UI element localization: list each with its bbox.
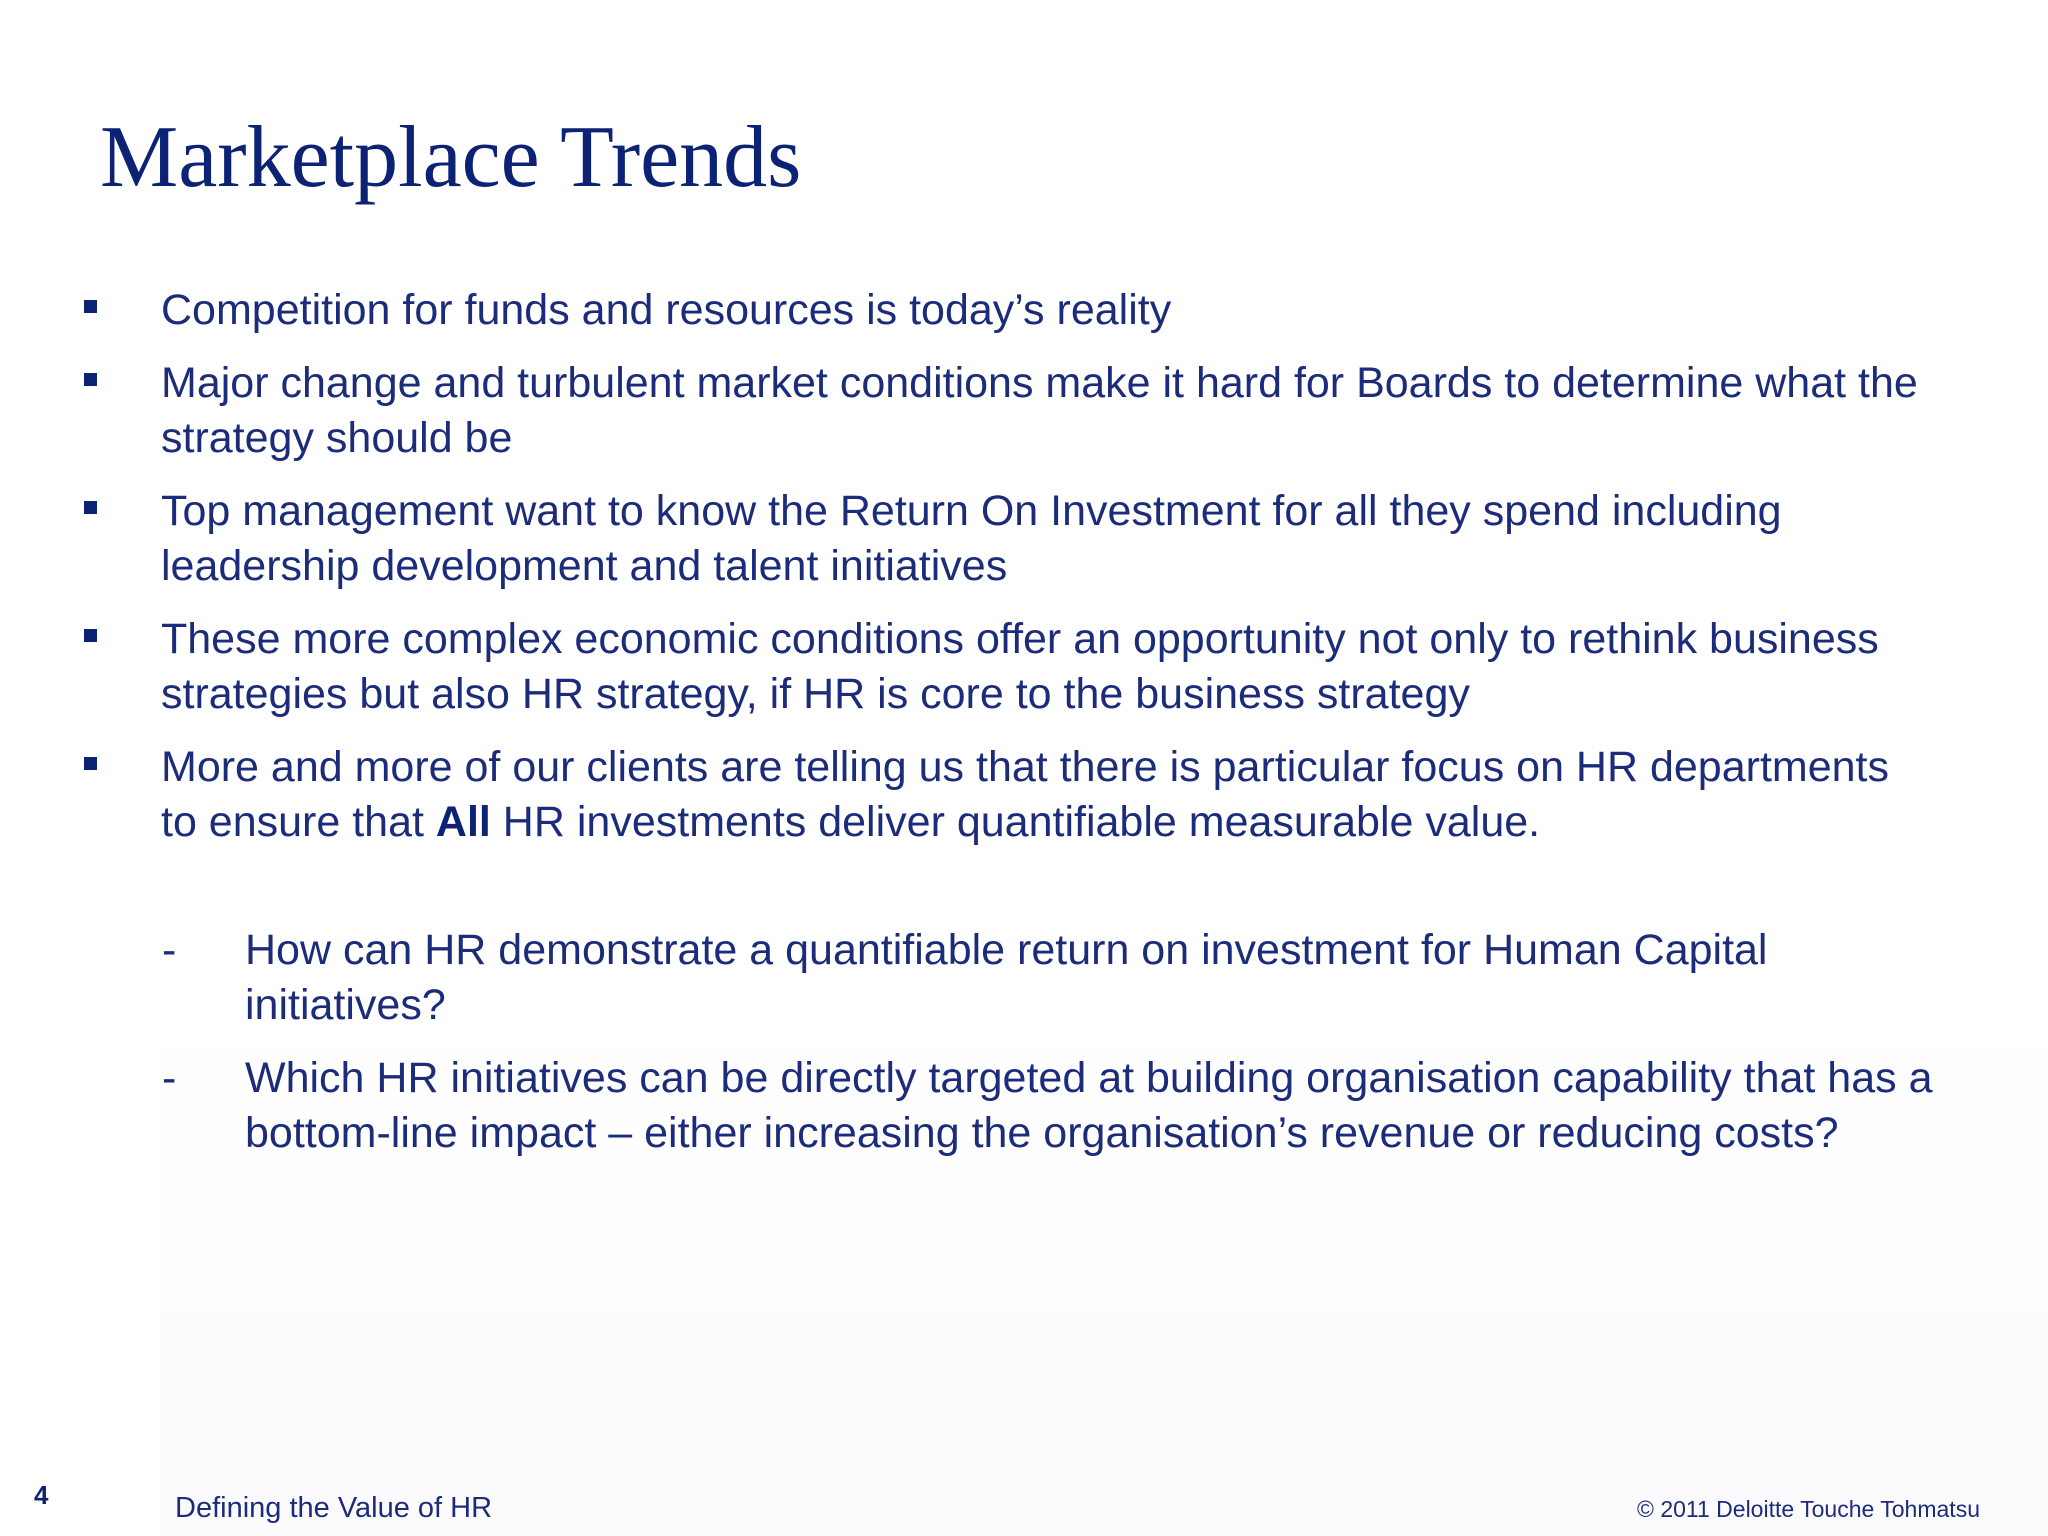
sub-bullet-list bbox=[0, 923, 2048, 1179]
bullet-text-emphasis: All bbox=[435, 798, 491, 846]
sub-bullet-item bbox=[0, 923, 1965, 1033]
bullet-item bbox=[0, 283, 1921, 338]
bullet-list bbox=[0, 283, 2048, 868]
square-bullet-icon bbox=[84, 501, 97, 514]
bullet-item bbox=[0, 740, 1921, 850]
sub-bullet-item bbox=[0, 1051, 1965, 1161]
slide-title: Marketplace Trends bbox=[100, 109, 802, 206]
bullet-text-after: HR investments deliver quantifiable measurable value. bbox=[490, 798, 1541, 846]
footer-copyright: © 2011 Deloitte Touche Tohmatsu bbox=[1636, 1496, 1980, 1522]
page-number: 4 bbox=[34, 1480, 49, 1510]
footer-presentation-title: Defining the Value of HR bbox=[175, 1492, 493, 1524]
sub-bullet-text: Which HR initiatives can be directly targeted at building organisation capability that has a bottom-line impact – either increasing the organisation’s revenue or reducing costs? bbox=[245, 1054, 1933, 1157]
bullet-text-before: More and more of our clients are telling us that there is particular focus on HR departments to ensure that bbox=[161, 743, 1889, 846]
bullet-text bbox=[161, 743, 1889, 846]
bullet-item bbox=[0, 612, 1921, 722]
square-bullet-icon bbox=[84, 373, 97, 386]
bullet-text: Major change and turbulent market conditions make it hard for Boards to determine what the strategy should be bbox=[161, 359, 1918, 462]
sub-bullet-text: How can HR demonstrate a quantifiable return on investment for Human Capital initiatives? bbox=[245, 926, 1768, 1029]
bullet-item bbox=[0, 484, 1921, 594]
bullet-text: These more complex economic conditions offer an opportunity not only to rethink business strategies but also HR strategy, if HR is core to the business strategy bbox=[161, 615, 1879, 718]
square-bullet-icon bbox=[84, 629, 97, 642]
bullet-item bbox=[0, 356, 1921, 466]
square-bullet-icon bbox=[84, 757, 97, 770]
bullet-text: Top management want to know the Return On Investment for all they spend including leadership development and talent initiatives bbox=[161, 487, 1782, 590]
bullet-text: Competition for funds and resources is today’s reality bbox=[161, 286, 1172, 334]
dash-bullet-icon: - bbox=[162, 1054, 177, 1102]
square-bullet-icon bbox=[84, 300, 97, 313]
dash-bullet-icon: - bbox=[162, 926, 177, 974]
